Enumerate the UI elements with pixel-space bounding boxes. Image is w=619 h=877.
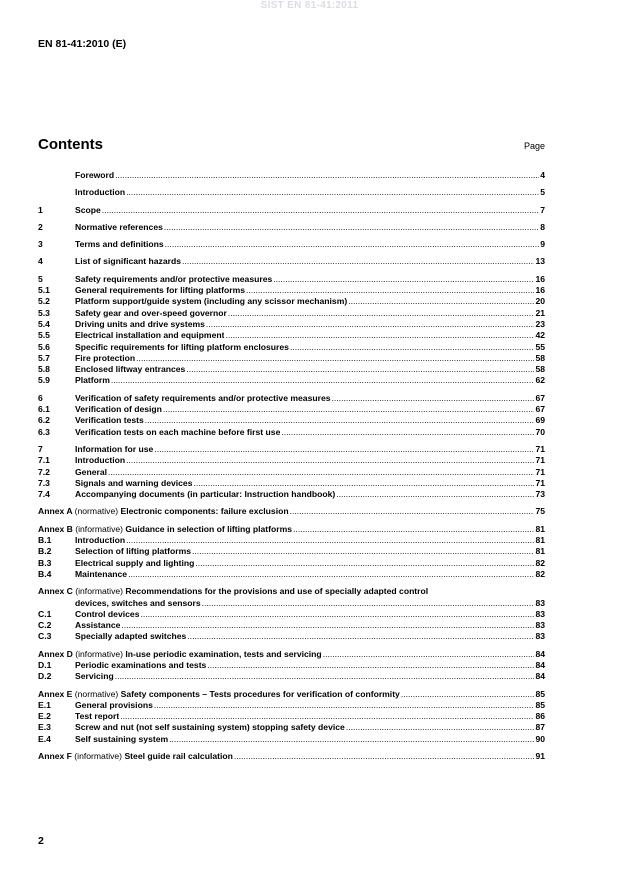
toc-entry-title: Signals and warning devices bbox=[75, 477, 193, 488]
toc-leader-dots bbox=[110, 375, 535, 386]
toc-entry-7[interactable] bbox=[38, 444, 545, 455]
toc-entry-number: 6 bbox=[38, 392, 43, 403]
toc-entry-page: 71 bbox=[535, 466, 545, 477]
toc-entry-title: Verification tests bbox=[75, 415, 144, 426]
toc-leader-dots bbox=[125, 455, 534, 466]
toc-entry-page: 42 bbox=[535, 330, 545, 341]
annex-label: Annex A bbox=[38, 506, 73, 517]
toc-entry-number: C.3 bbox=[38, 631, 52, 642]
toc-entry-5.8[interactable] bbox=[38, 364, 545, 375]
toc-entry-title: Assistance bbox=[75, 620, 121, 631]
toc-leader-dots bbox=[289, 506, 535, 517]
toc-entry-page: 23 bbox=[535, 318, 545, 329]
toc-leader-dots bbox=[292, 524, 534, 535]
toc-entry-number: B.2 bbox=[38, 546, 52, 557]
toc-entry-page: 16 bbox=[535, 285, 545, 296]
annex-e-group bbox=[38, 689, 545, 745]
toc-entry-number: 5.8 bbox=[38, 364, 50, 375]
toc-entry-page: 20 bbox=[535, 296, 545, 307]
toc-entry-1[interactable] bbox=[38, 205, 545, 216]
toc-entry-page: 81 bbox=[535, 546, 545, 557]
toc-entry-title: General requirements for lifting platforms bbox=[75, 285, 245, 296]
toc-leader-dots bbox=[191, 546, 534, 557]
toc-entry-title: Terms and definitions bbox=[75, 239, 164, 250]
toc-entry-5.7[interactable] bbox=[38, 353, 545, 364]
toc-entry-title: Normative references bbox=[75, 221, 163, 232]
annex-page: 85 bbox=[535, 688, 545, 699]
toc-entry-B.2[interactable] bbox=[38, 546, 545, 557]
toc-leader-dots bbox=[181, 256, 534, 267]
document-id: EN 81-41:2010 (E) bbox=[38, 38, 127, 50]
toc-entry-3[interactable] bbox=[38, 239, 545, 250]
toc-entry-6.1[interactable] bbox=[38, 404, 545, 415]
toc-entry-title: Specific requirements for lifting platform enclosures bbox=[75, 341, 289, 352]
toc-leader-dots bbox=[201, 598, 535, 609]
annex-c-group bbox=[38, 586, 545, 642]
toc-entry-number: C.2 bbox=[38, 620, 52, 631]
toc-entry-introduction[interactable] bbox=[38, 187, 545, 198]
toc-entry-E.1[interactable] bbox=[38, 700, 545, 711]
annex-b-heading[interactable] bbox=[38, 524, 545, 535]
toc-entry-number: E.1 bbox=[38, 699, 51, 710]
toc-leader-dots bbox=[289, 342, 535, 353]
toc-entry-page: 81 bbox=[535, 535, 545, 546]
annex-title: Recommendations for the provisions and use of specially adapted control bbox=[125, 586, 429, 597]
toc-entry-page: 67 bbox=[535, 392, 545, 403]
toc-section-group bbox=[38, 170, 545, 181]
toc-entry-page: 7 bbox=[540, 204, 545, 215]
toc-section-group bbox=[38, 239, 545, 250]
toc-entry-title: Control devices bbox=[75, 608, 140, 619]
annex-b-group bbox=[38, 524, 545, 580]
annex-type: (informative) bbox=[75, 648, 124, 659]
toc-entry-foreword[interactable] bbox=[38, 170, 545, 181]
toc-entry-title: Fire protection bbox=[75, 352, 136, 363]
toc-entry-title: Introduction bbox=[75, 187, 126, 198]
annex-title: Electronic components: failure exclusion bbox=[120, 506, 289, 517]
toc-entry-B.1[interactable] bbox=[38, 535, 545, 546]
toc-entry-6.3[interactable] bbox=[38, 427, 545, 438]
toc-leader-dots bbox=[185, 364, 534, 375]
toc-entry-number: 7.3 bbox=[38, 477, 50, 488]
toc-entry-page: 4 bbox=[540, 170, 545, 180]
toc-entry-page: 58 bbox=[535, 352, 545, 363]
toc-entry-5.9[interactable] bbox=[38, 375, 545, 386]
toc-entry-page: 85 bbox=[535, 699, 545, 710]
toc-entry-title: Platform support/guide system (including any scissor mechanism) bbox=[75, 296, 348, 307]
toc-leader-dots bbox=[119, 711, 534, 722]
annex-d-heading[interactable] bbox=[38, 649, 545, 660]
toc-entry-page: 73 bbox=[535, 489, 545, 500]
toc-entry-D.1[interactable] bbox=[38, 660, 545, 671]
toc-entry-7.3[interactable] bbox=[38, 478, 545, 489]
toc-entry-D.2[interactable] bbox=[38, 671, 545, 682]
toc-entry-number: 5.4 bbox=[38, 318, 50, 329]
toc-entry-title: Safety requirements and/or protective measures bbox=[75, 273, 273, 284]
toc-entry-title: Scope bbox=[75, 204, 101, 215]
toc-entry-title: Enclosed liftway entrances bbox=[75, 364, 186, 375]
annex-a-heading[interactable] bbox=[38, 506, 545, 517]
toc-entry-page: 84 bbox=[535, 659, 545, 670]
toc-entry-C.2[interactable] bbox=[38, 620, 545, 631]
toc-entry-page: 62 bbox=[535, 375, 545, 386]
toc-entry-number: E.3 bbox=[38, 722, 51, 733]
toc-leader-dots bbox=[272, 274, 534, 285]
toc-entry-page: 83 bbox=[535, 631, 545, 642]
toc-entry-page: 13 bbox=[535, 256, 545, 267]
toc-section-group bbox=[38, 222, 545, 233]
toc-leader-dots bbox=[227, 308, 535, 319]
toc-entry-number: D.2 bbox=[38, 671, 52, 682]
toc-entry-title: Accompanying documents (in particular: Instruction handbook) bbox=[75, 489, 336, 500]
toc-leader-dots bbox=[347, 296, 534, 307]
toc-entry-5.1[interactable] bbox=[38, 285, 545, 296]
toc-leader-dots bbox=[322, 649, 535, 660]
toc-leader-dots bbox=[206, 660, 534, 671]
annex-type: (informative) bbox=[74, 751, 123, 762]
toc-entry-number: B.4 bbox=[38, 568, 52, 579]
toc-entry-page: 55 bbox=[535, 341, 545, 352]
toc-leader-dots bbox=[186, 631, 534, 642]
toc-leader-dots bbox=[153, 444, 534, 455]
toc-entry-title: Servicing bbox=[75, 671, 114, 682]
toc-entry-number: 5.2 bbox=[38, 296, 50, 307]
toc-entry-number: 6.2 bbox=[38, 415, 50, 426]
toc-entry-5.3[interactable] bbox=[38, 308, 545, 319]
toc-leader-dots bbox=[192, 478, 534, 489]
toc-leader-dots bbox=[127, 569, 534, 580]
annex-type: (normative) bbox=[74, 688, 119, 699]
toc-section-group bbox=[38, 393, 545, 438]
toc-entry-number: 2 bbox=[38, 221, 43, 232]
annex-title-group bbox=[38, 586, 428, 597]
toc-leader-dots bbox=[107, 467, 534, 478]
toc-entry-5[interactable] bbox=[38, 274, 545, 285]
toc-entry-5.5[interactable] bbox=[38, 330, 545, 341]
toc-entry-page: 86 bbox=[535, 711, 545, 722]
toc-entry-title: Specially adapted switches bbox=[75, 631, 187, 642]
toc-entry-number: E.4 bbox=[38, 733, 51, 744]
toc-entry-title: Periodic examinations and tests bbox=[75, 659, 207, 670]
annex-title-group bbox=[38, 506, 289, 517]
toc-entry-B.3[interactable] bbox=[38, 558, 545, 569]
toc-leader-dots bbox=[233, 751, 535, 762]
toc-entry-number: 5.1 bbox=[38, 285, 50, 296]
toc-entry-page: 70 bbox=[535, 426, 545, 437]
toc-entry-2[interactable] bbox=[38, 222, 545, 233]
annex-type: (informative) bbox=[75, 586, 124, 597]
toc-entry-title: Introduction bbox=[75, 535, 126, 546]
toc-section-group bbox=[38, 256, 545, 267]
toc-leader-dots bbox=[139, 609, 534, 620]
toc-entry-title: Electrical supply and lighting bbox=[75, 557, 195, 568]
toc-leader-dots bbox=[162, 404, 535, 415]
toc-section-group bbox=[38, 444, 545, 500]
toc-entry-page: 21 bbox=[535, 307, 545, 318]
annex-a-group bbox=[38, 506, 545, 517]
contents-title: Contents bbox=[38, 136, 103, 153]
toc-leader-dots bbox=[168, 734, 534, 745]
toc-entry-title: Maintenance bbox=[75, 568, 128, 579]
toc-entry-title: General provisions bbox=[75, 699, 153, 710]
toc-leader-dots bbox=[164, 239, 540, 250]
annex-label: Annex D bbox=[38, 648, 73, 659]
toc-entry-number: 1 bbox=[38, 204, 43, 215]
toc-entry-page: 71 bbox=[535, 443, 545, 454]
annex-page: 81 bbox=[535, 523, 545, 534]
annex-type: (normative) bbox=[74, 506, 119, 517]
annex-f-heading[interactable] bbox=[38, 751, 545, 762]
toc-leader-dots bbox=[101, 205, 539, 216]
annex-title-group bbox=[38, 524, 292, 535]
toc-entry-title: Verification tests on each machine before first use bbox=[75, 426, 281, 437]
page-column-heading: Page bbox=[523, 141, 545, 151]
annex-type: (informative) bbox=[75, 523, 124, 534]
toc-entry-5.2[interactable] bbox=[38, 296, 545, 307]
toc-entry-number: 5.6 bbox=[38, 341, 50, 352]
toc-entry-7.2[interactable] bbox=[38, 467, 545, 478]
annex-title-continued: devices, switches and sensors bbox=[75, 597, 201, 608]
annex-label: Annex F bbox=[38, 751, 72, 762]
annex-page: 84 bbox=[535, 648, 545, 659]
toc-entry-page: 67 bbox=[535, 404, 545, 415]
toc-entry-C.3[interactable] bbox=[38, 631, 545, 642]
toc-entry-number: 6.3 bbox=[38, 426, 50, 437]
toc-entry-number: 7.2 bbox=[38, 466, 50, 477]
annex-c-heading-continued[interactable] bbox=[38, 598, 545, 609]
toc-entry-page: 71 bbox=[535, 455, 545, 466]
toc-entry-title: Driving units and drive systems bbox=[75, 318, 205, 329]
toc-entry-number: B.3 bbox=[38, 557, 52, 568]
toc-leader-dots bbox=[120, 620, 534, 631]
annex-page: 91 bbox=[535, 751, 545, 762]
toc-entry-title: General bbox=[75, 466, 108, 477]
annex-title-group bbox=[38, 649, 322, 660]
toc-section-group bbox=[38, 187, 545, 198]
toc-entry-title: Verification of safety requirements and/or protective measures bbox=[75, 392, 331, 403]
toc-section-group bbox=[38, 205, 545, 216]
toc-entry-number: 6.1 bbox=[38, 404, 50, 415]
annex-title: In-use periodic examination, tests and servicing bbox=[125, 648, 322, 659]
annex-title-group bbox=[38, 689, 400, 700]
toc-leader-dots bbox=[335, 489, 534, 500]
annex-f-group bbox=[38, 751, 545, 762]
toc-entry-E.2[interactable] bbox=[38, 711, 545, 722]
toc-leader-dots bbox=[205, 319, 535, 330]
toc-entry-5.6[interactable] bbox=[38, 342, 545, 353]
toc-leader-dots bbox=[144, 415, 535, 426]
annex-d-group bbox=[38, 649, 545, 683]
toc-leader-dots bbox=[400, 689, 535, 700]
toc-entry-number: C.1 bbox=[38, 608, 52, 619]
annex-title-group bbox=[38, 751, 233, 762]
toc-leader-dots bbox=[125, 535, 534, 546]
toc-entry-B.4[interactable] bbox=[38, 569, 545, 580]
toc-entry-page: 83 bbox=[535, 608, 545, 619]
toc-entry-title: Self sustaining system bbox=[75, 733, 169, 744]
toc-entry-page: 90 bbox=[535, 733, 545, 744]
toc-entry-number: 7.4 bbox=[38, 489, 50, 500]
toc-entry-number: 5.7 bbox=[38, 352, 50, 363]
annex-label: Annex E bbox=[38, 688, 73, 699]
toc-entry-page: 16 bbox=[535, 273, 545, 284]
toc-leader-dots bbox=[345, 722, 535, 733]
toc-entry-title: Introduction bbox=[75, 455, 126, 466]
annex-c-heading[interactable] bbox=[38, 586, 545, 597]
page-number: 2 bbox=[38, 835, 44, 847]
toc-entry-page: 83 bbox=[535, 620, 545, 631]
toc-leader-dots bbox=[331, 393, 535, 404]
toc-entry-7.1[interactable] bbox=[38, 455, 545, 466]
toc-entry-page: 87 bbox=[535, 722, 545, 733]
toc-entry-number: 5.5 bbox=[38, 330, 50, 341]
toc-entry-title: Verification of design bbox=[75, 404, 162, 415]
toc-entry-page: 82 bbox=[535, 557, 545, 568]
toc-entry-page: 69 bbox=[535, 415, 545, 426]
toc-leader-dots bbox=[163, 222, 539, 233]
annex-page: 83 bbox=[535, 597, 545, 608]
toc-entry-number: 5 bbox=[38, 273, 43, 284]
annex-title: Safety components – Tests procedures for verification of conformity bbox=[120, 688, 400, 699]
annex-label: Annex B bbox=[38, 523, 73, 534]
toc-leader-dots bbox=[224, 330, 534, 341]
toc-entry-number: 4 bbox=[38, 256, 43, 267]
toc-entry-E.4[interactable] bbox=[38, 734, 545, 745]
toc-entry-number: D.1 bbox=[38, 659, 52, 670]
annex-e-heading[interactable] bbox=[38, 689, 545, 700]
toc-entry-page: 9 bbox=[540, 239, 545, 250]
toc-entry-page: 84 bbox=[535, 671, 545, 682]
toc-entry-title: Selection of lifting platforms bbox=[75, 546, 192, 557]
toc-entry-page: 8 bbox=[540, 221, 545, 232]
toc-entry-number: B.1 bbox=[38, 535, 52, 546]
toc-entry-7.4[interactable] bbox=[38, 489, 545, 500]
toc-entry-5.4[interactable] bbox=[38, 319, 545, 330]
toc-entry-title: List of significant hazards bbox=[75, 256, 182, 267]
toc-entry-number: E.2 bbox=[38, 711, 51, 722]
annex-page: 75 bbox=[535, 506, 545, 517]
toc-entry-title: Electrical installation and equipment bbox=[75, 330, 225, 341]
toc-entry-title: Foreword bbox=[75, 170, 115, 180]
toc-entry-page: 71 bbox=[535, 477, 545, 488]
annex-title: Guidance in selection of lifting platforms bbox=[125, 523, 293, 534]
toc-entry-page: 82 bbox=[535, 568, 545, 579]
table-of-contents bbox=[38, 170, 545, 762]
watermark: SIST EN 81-41:2011 bbox=[260, 0, 359, 11]
toc-entry-page: 58 bbox=[535, 364, 545, 375]
toc-leader-dots bbox=[194, 558, 534, 569]
toc-entry-6.2[interactable] bbox=[38, 415, 545, 426]
toc-entry-title: Test report bbox=[75, 711, 120, 722]
toc-leader-dots bbox=[280, 427, 534, 438]
toc-entry-page: 5 bbox=[540, 187, 545, 198]
annex-label: Annex C bbox=[38, 586, 73, 597]
toc-entry-number: 7 bbox=[38, 443, 43, 454]
annex-title: Steel guide rail calculation bbox=[124, 751, 233, 762]
toc-leader-dots bbox=[245, 285, 534, 296]
toc-leader-dots bbox=[135, 353, 534, 364]
toc-entry-title: Information for use bbox=[75, 443, 154, 454]
toc-entry-number: 5.3 bbox=[38, 307, 50, 318]
toc-entry-title: Platform bbox=[75, 375, 110, 386]
toc-entry-number: 5.9 bbox=[38, 375, 50, 386]
toc-leader-dots bbox=[114, 170, 539, 181]
toc-leader-dots bbox=[114, 671, 535, 682]
toc-leader-dots bbox=[153, 700, 535, 711]
toc-leader-dots bbox=[125, 187, 539, 198]
toc-entry-E.3[interactable] bbox=[38, 722, 545, 733]
toc-entry-title: Safety gear and over-speed governor bbox=[75, 307, 227, 318]
toc-entry-C.1[interactable] bbox=[38, 609, 545, 620]
toc-section-group bbox=[38, 274, 545, 387]
toc-entry-4[interactable] bbox=[38, 256, 545, 267]
toc-entry-title: Screw and nut (not self sustaining system) stopping safety device bbox=[75, 722, 345, 733]
toc-entry-number: 3 bbox=[38, 239, 43, 250]
toc-entry-6[interactable] bbox=[38, 393, 545, 404]
toc-entry-number: 7.1 bbox=[38, 455, 50, 466]
